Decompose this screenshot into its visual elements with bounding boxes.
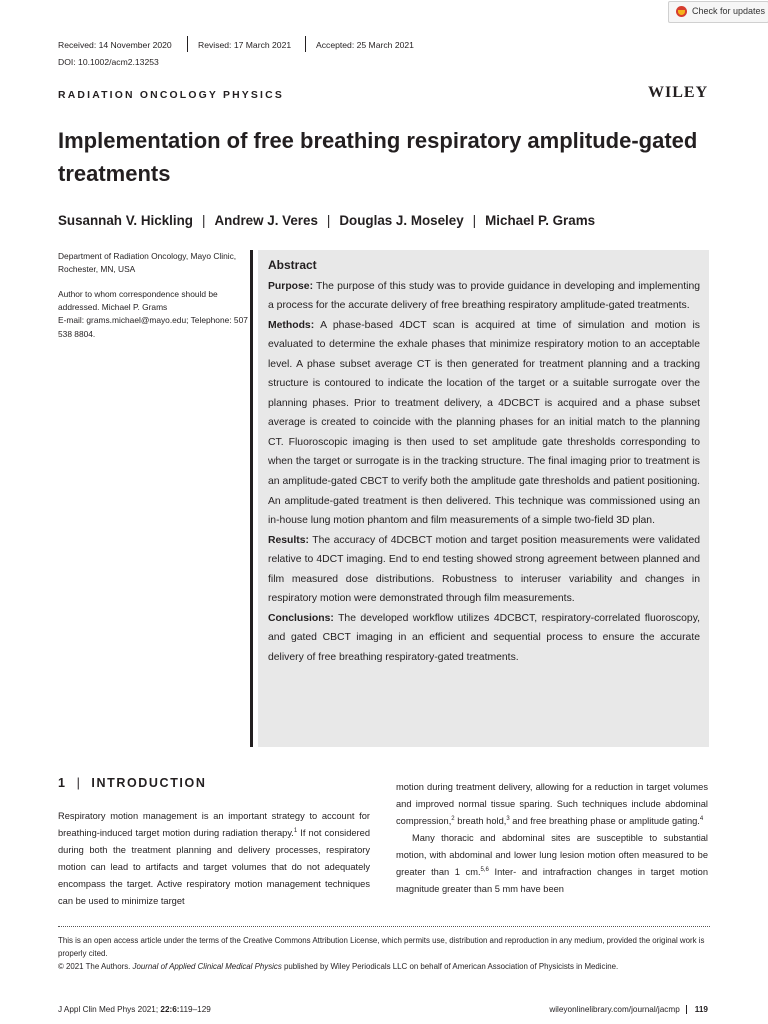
separator: |: [326, 213, 331, 228]
accepted-date: Accepted: 25 March 2021: [316, 40, 414, 50]
page-number: 119: [686, 1005, 708, 1014]
correspondence-contact: E-mail: grams.michael@mayo.edu; Telephone: 507 538 8804.: [58, 315, 248, 339]
reference-link[interactable]: 2: [451, 815, 455, 822]
separator: |: [472, 213, 477, 228]
correspondence: [58, 288, 258, 341]
paragraph-continued: motion during treatment delivery, allowing for a reduction in target volumes and improved normal tissue sparing. Such techniques include abdominal compression,$^2$ breath hold,$^3$ and free breathing phase or amplitude gating.$^4$: [396, 782, 708, 826]
reference-link[interactable]: 4: [699, 815, 704, 822]
abstract-results: Results: The accuracy of 4DCBCT motion and target position measurements were validated relative to 4DCT imaging. End to end testing showed strong agreement between planned and film measured dose distributions. Robustness to interuser variability and changes in respiratory motion were demonstrated through film measurements.: [268, 534, 701, 605]
abstract-conclusions: Conclusions: The developed workflow utilizes 4DCBCT, respiratory-correlated fluoroscopy, and gated CBCT imaging in an efficient and sequential process to ensure the accurate delivery of free breathing respiratory-gated treatments.: [268, 612, 700, 663]
divider: [187, 36, 188, 52]
column-left: [58, 808, 370, 910]
author-name[interactable]: Douglas J. Moseley: [339, 213, 464, 228]
correspondence-author: Author to whom correspondence should be addressed. Michael P. Grams: [58, 289, 218, 313]
reference-link[interactable]: 5,6: [480, 866, 489, 873]
paragraph: Respiratory motion management is an important strategy to account for breathing-induced target motion during radiation therapy.$^1$ If not considered during both the treatment planning and delivery processes, respiratory motion can lead to artifacts and target volumes that do not adequately encompass the target. Active respiratory motion management techniques can be used to minimize target: [58, 811, 370, 906]
doi[interactable]: DOI: 10.1002/acm2.13253: [58, 57, 159, 67]
crossmark-icon: [676, 6, 687, 17]
introduction-heading: 1 | INTRODUCTION: [58, 776, 207, 790]
section-title: INTRODUCTION: [91, 776, 207, 790]
received-date: Received: 14 November 2020: [58, 40, 172, 50]
license-text: This is an open access article under the terms of the Creative Commons Attribution License, which permits use, distribution and reproduction in any medium, provided the original work is properly cited.: [58, 936, 705, 958]
column-right: [396, 779, 708, 898]
affiliation: Department of Radiation Oncology, Mayo Clinic, Rochester, MN, USA: [58, 251, 237, 275]
revised-date: Revised: 17 March 2021: [198, 40, 292, 50]
author-name[interactable]: Susannah V. Hickling: [58, 213, 193, 228]
divider: [305, 36, 306, 52]
abstract: [268, 256, 700, 667]
abstract-methods: Methods: A phase-based 4DCT scan is acquired at time of simulation and motion is evaluated to determine the exhale phases that minimize respiratory motion to an acceptable level. A phase subset average CT is then generated for treatment planning and a tracking structure is contoured to indicate the location of the target or a suitable surrogate over the planning phases. Prior to treatment delivery, a 4DCBCT is acquired and a phase subset average is created to coincide with the planning phases for an initial match to the planning CT. Fluoroscopic imaging is then used to set amplitude gate thresholds corresponding to when the target or surrogate is in the tracking structure. The final imaging prior to treatment is an amplitude-gated CBCT to verify both the amplitude gate thresholds and patient positioning. An amplitude-gated treatment is then delivered. This technique was commissioned using an in-house lung motion phantom and film measurements of a simple two-field 3D plan.: [268, 319, 700, 527]
publisher-logo: WILEY: [648, 84, 709, 101]
abstract-bar: [250, 250, 253, 747]
abstract-purpose: Purpose: The purpose of this study was to provide guidance in developing and implementing a process for the accurate delivery of free breathing respiratory amplitude-gated treatments.: [268, 280, 700, 312]
section-label: RADIATION ONCOLOGY PHYSICS: [58, 90, 284, 101]
separator: |: [201, 213, 206, 228]
abstract-heading: Abstract: [268, 258, 317, 272]
author-name[interactable]: Michael P. Grams: [485, 213, 596, 228]
reference-link[interactable]: 3: [506, 815, 510, 822]
copyright-text: © 2021 The Authors. Journal of Applied Clinical Medical Physics published by Wiley Periodicals LLC on behalf of American Association of Physicists in Medicine.: [58, 962, 619, 971]
license-note: [58, 934, 718, 973]
author-list: [58, 213, 595, 228]
footer-right: [549, 1005, 708, 1014]
article-title: Implementation of free breathing respiratory amplitude-gated treatments: [58, 128, 698, 186]
paragraph: Many thoracic and abdominal sites are susceptible to substantial motion, with abdominal and lower lung lesion motion often measured to be greater than 1 cm.$^{5,6}$ Inter- and intrafraction changes in target motion magnitude greater than 5 mm have been: [396, 833, 708, 894]
footnote-divider: [58, 926, 710, 927]
journal-url[interactable]: wileyonlinelibrary.com/journal/jacmp: [549, 1005, 680, 1014]
section-number: 1: [58, 776, 67, 790]
author-name[interactable]: Andrew J. Veres: [214, 213, 318, 228]
check-for-updates-label: Check for updates: [692, 6, 766, 16]
reference-link[interactable]: 1: [293, 827, 298, 834]
footer-citation: J Appl Clin Med Phys 2021; 22:6:119–129: [58, 1005, 211, 1014]
check-for-updates-button[interactable]: [668, 1, 768, 23]
